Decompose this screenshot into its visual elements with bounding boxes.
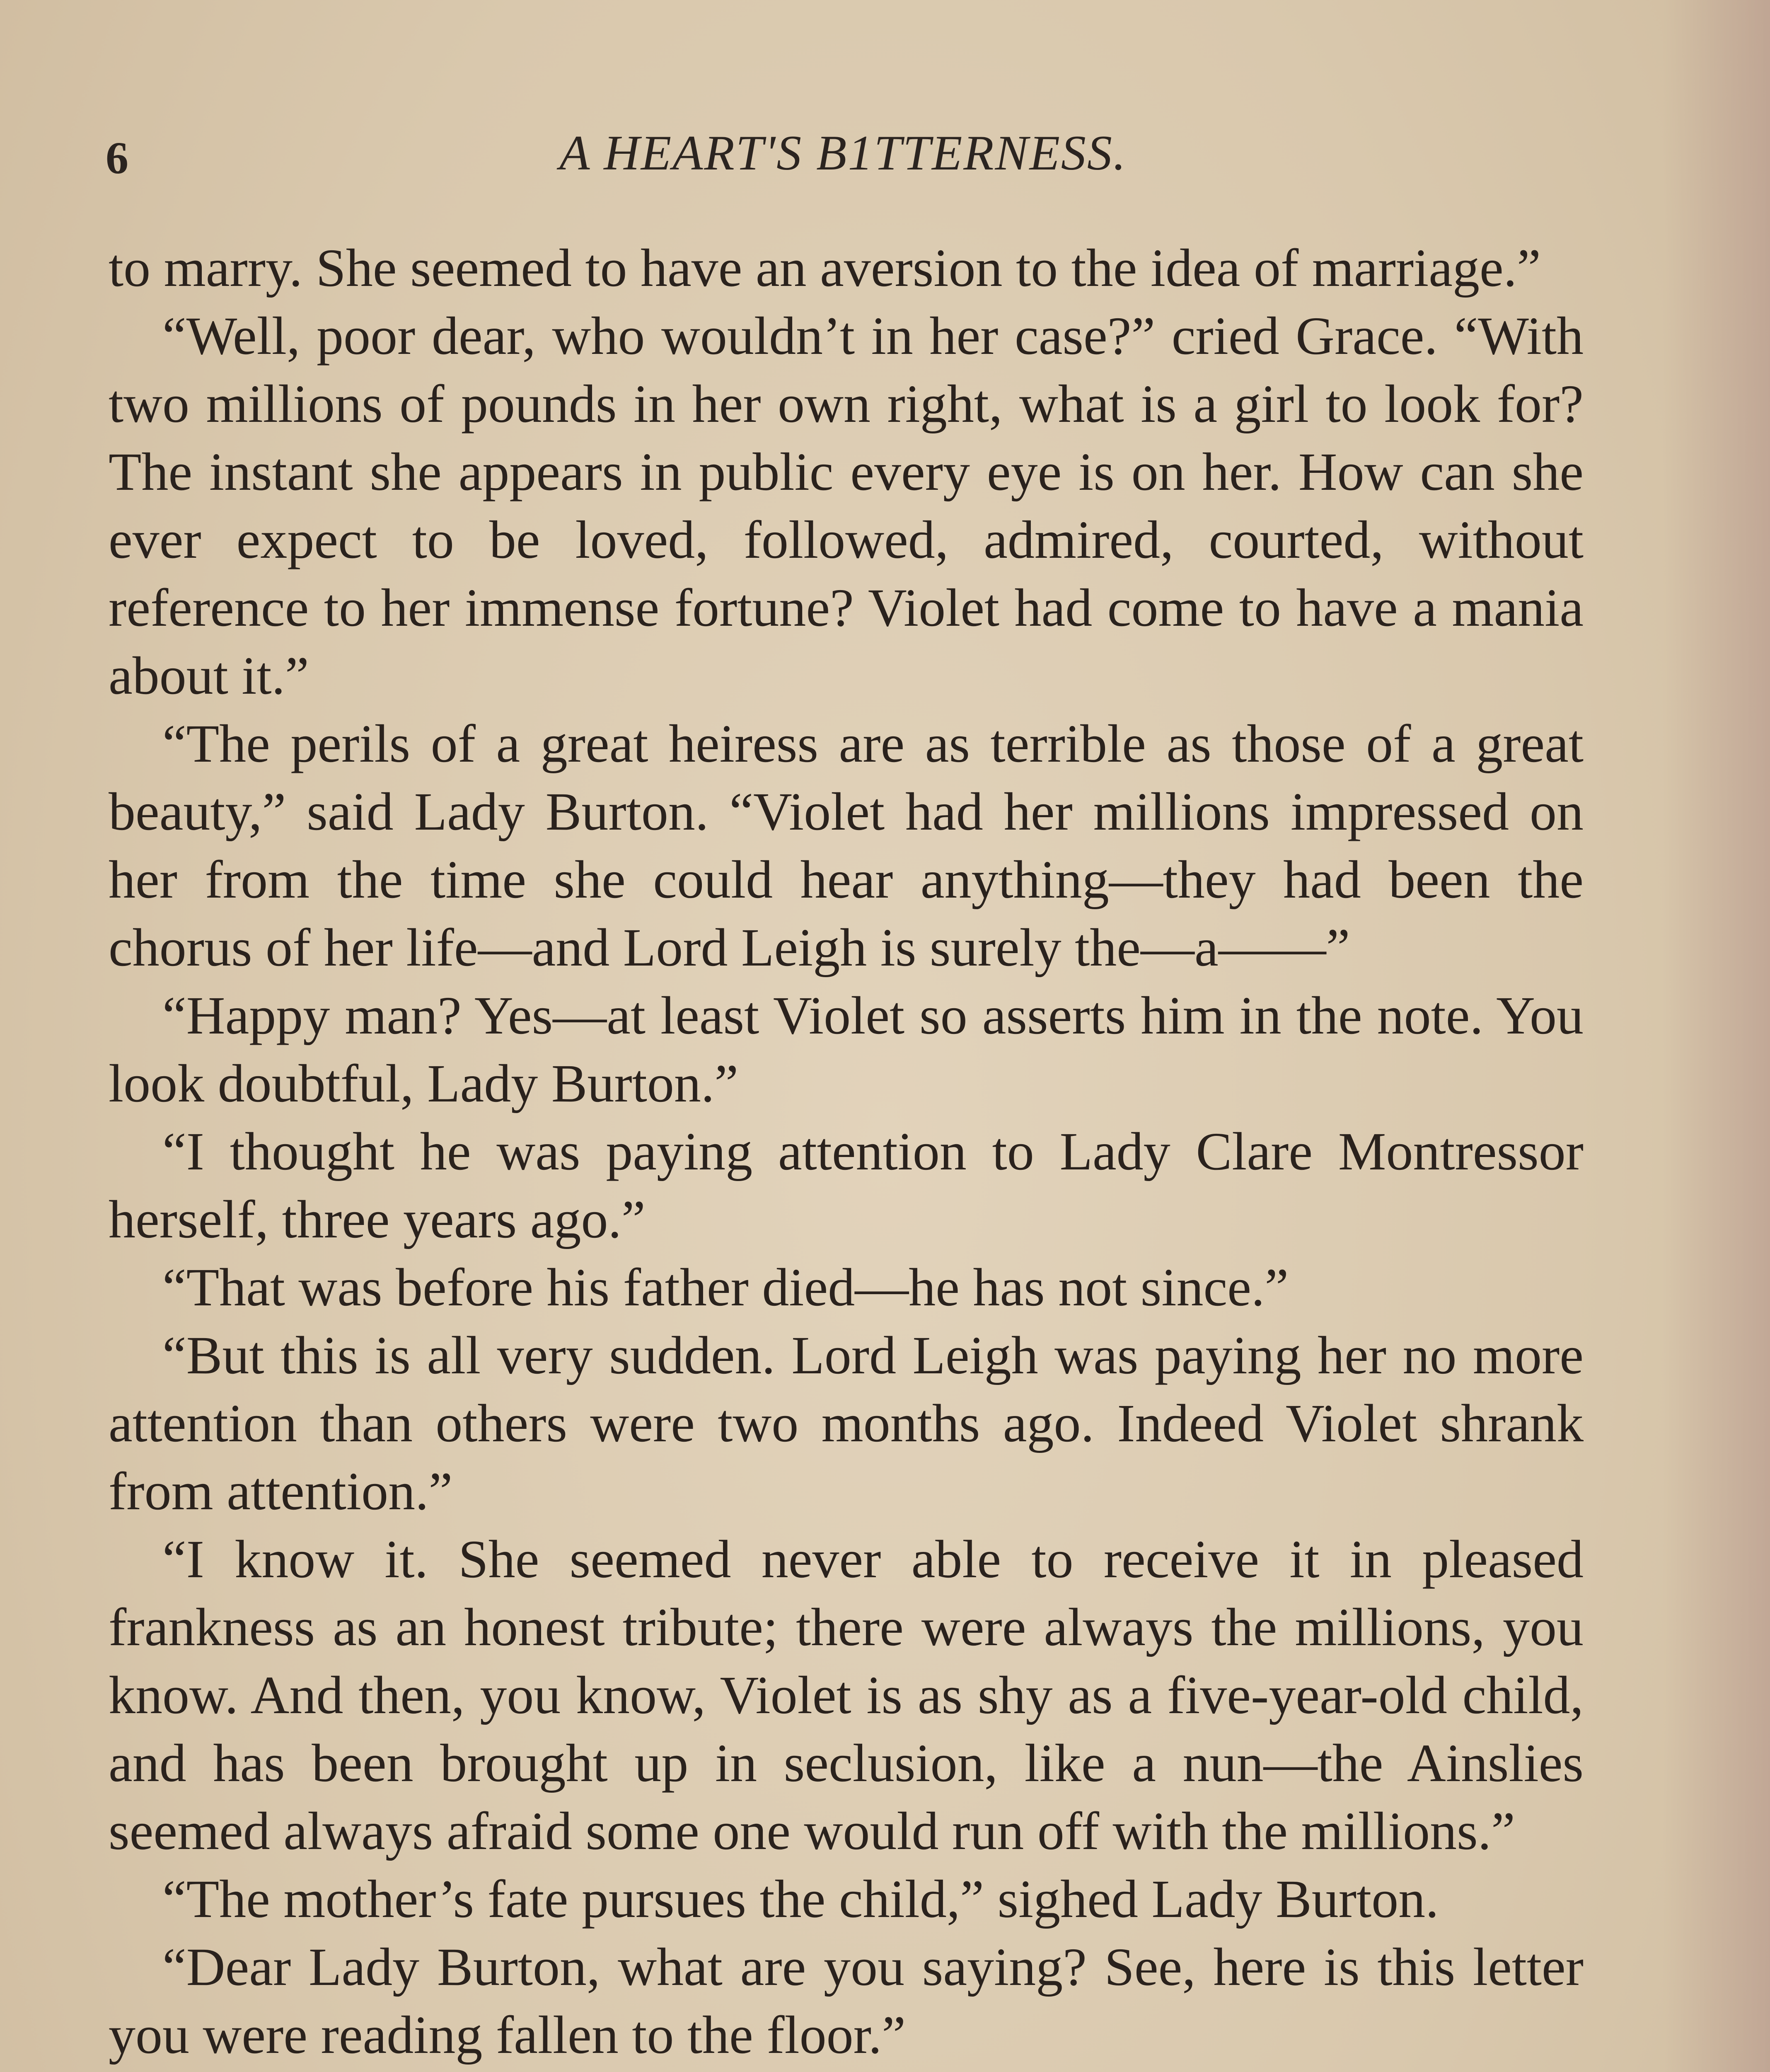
page-edge-shadow: [1662, 0, 1770, 2072]
paragraph: “But this is all very sudden. Lord Leigh was paying her no more attention than others were two months ago. Indeed Violet shrank from attention.”: [109, 1326, 1584, 1521]
page-header: [106, 124, 1581, 191]
paragraph: “Dear Lady Burton, what are you saying? See, here is this letter you were reading fallen to the floor.”: [109, 1937, 1584, 2065]
paragraph: “The mother’s fate pursues the child,” sighed Lady Burton.: [162, 1869, 1439, 1929]
running-title: A HEART'S B1TTERNESS.: [559, 125, 1127, 180]
paragraph: “I know it. She seemed never able to receive it in pleased frankness as an honest tribute; there were always the millions, you know. And then, you know, Violet is as shy as a five-year-old child, and has been brought up in seclusion, like a nun—the Ainslies seemed always afraid some one would run off with the millions.”: [109, 1530, 1584, 1861]
paragraph: “The perils of a great heiress are as terrible as those of a great beauty,” said Lady Burton. “Violet had her millions impressed on her from the time she could hear anything—they had been the chorus of her life—and Lord Leigh is surely the—a——”: [109, 714, 1584, 978]
paragraph: to marry. She seemed to have an aversion to the idea of marriage.”: [109, 238, 1541, 298]
paragraph: [109, 2069, 1584, 2072]
paragraph: “That was before his father died—he has not since.”: [162, 1258, 1289, 1317]
paragraph: “Well, poor dear, who wouldn’t in her case?” cried Grace. “With two millions of pounds in her own right, what is a girl to look for? The instant she appears in public every eye is on her. How can she ever expect to be loved, followed, admired, courted, without reference to her immense fortune? Violet had come to have a mania about it.”: [109, 306, 1584, 706]
paragraph: “Happy man? Yes—at least Violet so asserts him in the note. You look doubtful, Lady Burton.”: [109, 986, 1584, 1113]
page-number: 6: [106, 133, 128, 183]
body-text: [109, 234, 1584, 2072]
paragraph: “I thought he was paying attention to Lady Clare Montressor herself, three years ago.”: [109, 1122, 1584, 1249]
